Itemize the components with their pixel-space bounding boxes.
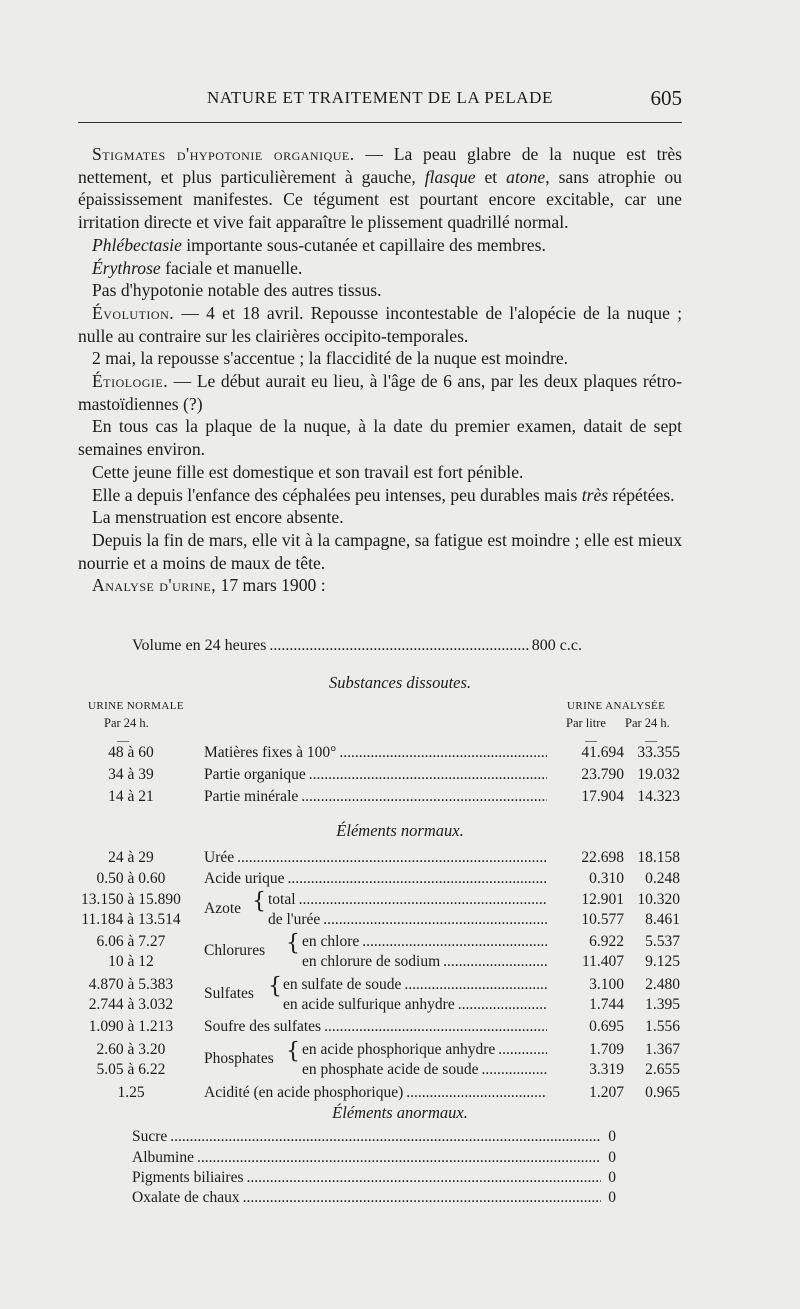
paragraph-mai: 2 mai, la repousse s'accentue ; la flaccidité de la nuque est moindre. [92, 348, 569, 369]
paragraph-menstruation: La menstruation est encore absente. [92, 507, 344, 528]
column-sub-normal: Par 24 h. [104, 716, 149, 730]
paragraph-erythrose: Érythrose faciale et manuelle. [92, 257, 303, 278]
volume-line: Volume en 24 heures ..... 800 c.c. [132, 637, 582, 655]
section-title-abnormal: Éléments anormaux. [332, 1103, 468, 1122]
paragraph-etiologie: Étiologie. — Le début aurait eu lieu, à l'âge de 6 ans, par les deux plaques rétro-mastoïdiennes (?) [78, 371, 682, 414]
group-label-sulfates: Sulfates [204, 985, 254, 1002]
paragraph-cephalees: Elle a depuis l'enfance des céphalées peu intenses, peu durables mais très répétées. [92, 484, 675, 505]
body-text [78, 143, 682, 597]
column-sub-litre: Par litre [566, 716, 606, 730]
column-sub-24h: Par 24 h. [625, 716, 670, 730]
paragraph-campagne: Depuis la fin de mars, elle vit à la campagne, sa fatigue est moindre ; elle est mieux nourrie et a moins de maux de tête. [78, 529, 682, 573]
brace-icon: { [286, 931, 300, 956]
brace-icon: { [268, 974, 282, 999]
paragraph-phlebectasie: Phlébectasie importante sous-cutanée et capillaire des membres. [92, 234, 546, 255]
section-title-dissolved: Substances dissoutes. [328, 673, 472, 692]
page-number: 605 [650, 86, 682, 110]
paragraph-evolution: Évolution. — 4 et 18 avril. Repousse incontestable de l'alopécie de la nuque ; nulle au contraire sur les clairières occipito-temporales. [78, 302, 682, 346]
page-header [78, 86, 682, 114]
leader-dots [269, 637, 528, 655]
paragraph-stigmates: Stigmates d'hypotonie organique. — La peau glabre de la nuque est très nettement, et plus particulièrement à gauche, flasque et atone, sans atrophie ou épaississement manifestes. Ce tégument est pourtant encore excitable, car une irritation directe et vive fait apparaître le plissement quadrillé normal. [78, 144, 683, 233]
paragraph-hypotonie: Pas d'hypotonie notable des autres tissus. [92, 280, 382, 301]
column-dash: — [585, 733, 597, 747]
column-dash: — [645, 733, 657, 747]
section-title-normal: Éléments normaux. [336, 821, 464, 840]
paragraph-plaque: En tous cas la plaque de la nuque, à la date du premier examen, datait de sept semaines environ. [78, 416, 682, 460]
list-item: Oxalate de chaux ..... 0 [132, 1189, 616, 1207]
header-rule [78, 122, 682, 123]
brace-icon: { [252, 889, 266, 914]
list-item: Sucre ..... 0 [132, 1128, 616, 1146]
column-header-normal: URINE NORMALE [88, 700, 184, 712]
group-label-azote: Azote [204, 900, 242, 917]
list-item: Pigments biliaires ..... 0 [132, 1169, 616, 1187]
book-page: NATURE ET TRAITEMENT DE LA PELADE 605 Stigmates d'hypotonie organique. — La peau glabre de la nuque est très nettement, et plus particulièrement à gauche, flasque et atone, sans atrophie ou épaississement manifestes. Ce tégument est pourtant encore excitable, car une irritation directe et vive fait apparaître le plissement quadrillé normal. Phlébectasie importante sous-cutanée et capillaire des membres. Érythrose faciale et manuelle. Pas d'hypotonie notable des autres tissus. Évolution. — 4 et 18 avril. Repousse incontestable de l'alopécie de la nuque ; nulle au contraire sur les clairières occipito-temporales. 2 mai, la repousse s'accentue ; la flaccidité de la nuque est moindre. Étiologie. — Le début aurait eu lieu, à l'âge de 6 ans, par les deux plaques rétro-mastoïdiennes (?) En tous cas la plaque de la nuque, à la date du premier examen, datait de sept semaines environ. Cette jeune fille est domestique et son travail est fort pénible. Elle a depuis l'enfance des céphalées peu intenses, peu durables mais très répétées. La menstruation est encore absente. Depuis la fin de mars, elle vit à la campagne, sa fatigue est moindre ; elle est mieux nourrie et a moins de maux de tête. Analyse d'urine, 17 mars 1900 : Volume en 24 heures ..... 800 c.c. Substances dissoutes. URINE NORMALE Par 24 h. — URINE ANALYSÉE Par litre Par 24 h. — — 48 à 60 Matières fixes à 100° ..... 41.694 33.355 34 à 39 Partie organique ..... 23.790 19.032 14 à 21 Partie minérale ..... 17.904 14.323 Éléments normaux. 24 à 29 Urée ..... 22.698 18.158 0.50 à 0.60 Acide urique ..... 0.310 0.248 Azote { 13.150 à 15.890 total ..... 12.901 10.320 11.184 à 13.514 de l'urée ..... 10.577 8.461 Chlorures { 6.06 à 7.27 en chlore ..... 6.922 5.537 10 à 12 en chlorure de sodium ..... 11.407 9.125 Sulfates { 4.870 à 5.383 en sulfate de soude ..... 3.100 2.480 2.744 à 3.032 en acide sulfurique anhydre ..... 1.744 1.395 1.090 à 1.213 Soufre des sulfates ..... 0.695 1.556 Phosphates { 2.60 à 3.20 en acide phosphorique anhydre ..... 1.709 1.367 5.05 à 6.22 en phosphate acide de soude ..... 3.319 2.655 1.25 Acidité (en acide phosphorique) ..... 1.207 0.965 Éléments anormaux. Sucre ..... 0 Albumine ..... 0 Pigments biliaires ..... 0 Oxalate de chaux ..... 0 [0, 0, 800, 1309]
running-title: NATURE ET TRAITEMENT DE LA PELADE [206, 88, 554, 107]
group-label-phosphates: Phosphates [204, 1050, 274, 1067]
column-header-analysed: URINE ANALYSÉE [567, 700, 666, 712]
paragraph-analyse: Analyse d'urine, 17 mars 1900 : [92, 575, 326, 596]
group-label-chlorures: Chlorures [204, 942, 266, 959]
list-item: Albumine ..... 0 [132, 1149, 616, 1167]
brace-icon: { [286, 1039, 300, 1064]
column-dash: — [117, 733, 129, 747]
paragraph-domestique: Cette jeune fille est domestique et son travail est fort pénible. [92, 461, 524, 482]
